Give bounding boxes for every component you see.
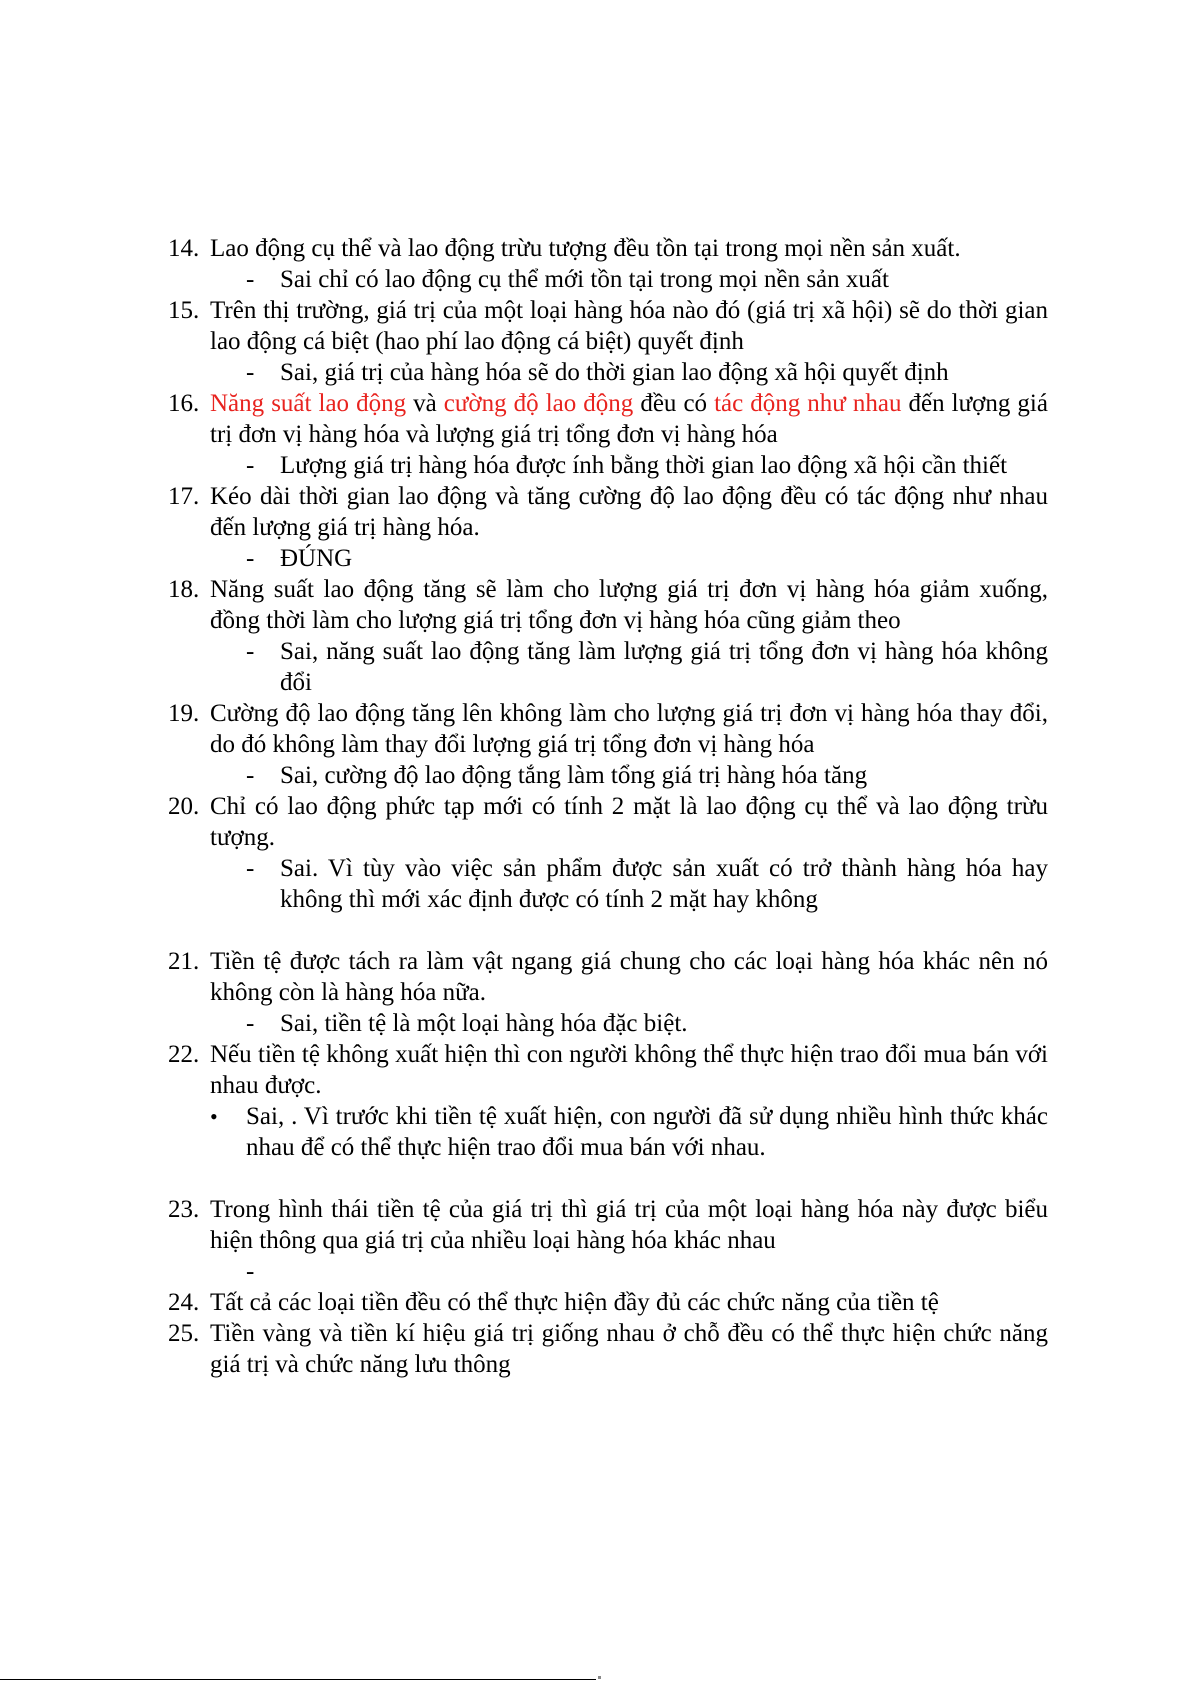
question-number: 21.	[168, 948, 200, 975]
dash-mark: -	[246, 545, 255, 572]
answer-text: Lượng giá trị hàng hóa được ính bằng thời gian lao động xã hội cần thiết	[280, 452, 1008, 479]
answer-17	[168, 543, 1048, 574]
question-21	[168, 946, 1048, 1008]
blank-line	[168, 1163, 1048, 1194]
dash-mark: -	[246, 1010, 255, 1037]
answer-15	[168, 357, 1048, 388]
answer-text: Sai, năng suất lao động tăng làm lượng giá trị tổng đơn vị hàng hóa không đổi	[280, 638, 1048, 696]
answer-21	[168, 1008, 1048, 1039]
answer-16	[168, 450, 1048, 481]
dash-mark: -	[246, 855, 255, 882]
question-number: 23.	[168, 1196, 200, 1223]
answer-text: Sai, cường độ lao động tắng làm tổng giá trị hàng hóa tăng	[280, 762, 868, 789]
answer-text: Sai, giá trị của hàng hóa sẽ do thời gian lao động xã hội quyết định	[280, 359, 949, 386]
answer-text: ĐÚNG	[280, 545, 353, 572]
question-text: Chỉ có lao động phức tạp mới có tính 2 mặt là lao động cụ thể và lao động trừu tượng.	[210, 793, 1048, 851]
question-15	[168, 295, 1048, 357]
dash-mark: -	[246, 762, 255, 789]
bullet-mark: •	[210, 1104, 218, 1129]
question-text-part: và	[406, 390, 444, 417]
footer-mark	[598, 1676, 601, 1679]
highlight-same-effect: tác động như nhau	[714, 390, 902, 417]
dash-mark: -	[246, 638, 255, 665]
question-text: Trong hình thái tiền tệ của giá trị thì giá trị của một loại hàng hóa này được biểu hiện thông qua giá trị của nhiều loại hàng hóa khác nhau	[210, 1196, 1048, 1254]
question-number: 19.	[168, 700, 200, 727]
question-text: Kéo dài thời gian lao động và tăng cường độ lao động đều có tác động như nhau đến lượng giá trị hàng hóa.	[210, 483, 1048, 541]
question-text: Nếu tiền tệ không xuất hiện thì con người không thể thực hiện trao đổi mua bán với nhau được.	[210, 1041, 1048, 1099]
question-text: Lao động cụ thể và lao động trừu tượng đều tồn tại trong mọi nền sản xuất.	[210, 235, 961, 262]
answer-text	[280, 1258, 286, 1285]
dash-mark: -	[246, 452, 255, 479]
question-number: 14.	[168, 235, 200, 262]
question-text: Trên thị trường, giá trị của một loại hàng hóa nào đó (giá trị xã hội) sẽ do thời gian lao động cá biệt (hao phí lao động cá biệt) quyết định	[210, 297, 1048, 355]
question-number: 16.	[168, 390, 200, 417]
question-22	[168, 1039, 1048, 1101]
answer-14	[168, 264, 1048, 295]
question-list	[168, 233, 1048, 1380]
answer-text: Sai, . Vì trước khi tiền tệ xuất hiện, con người đã sử dụng nhiều hình thức khác nhau để có thể thực hiện trao đổi mua bán với nhau.	[246, 1103, 1048, 1161]
highlight-intensity: cường độ lao động	[443, 390, 634, 417]
answer-text: Sai, tiền tệ là một loại hàng hóa đặc biệt.	[280, 1010, 688, 1037]
question-16	[168, 388, 1048, 450]
question-18	[168, 574, 1048, 636]
question-text: Cường độ lao động tăng lên không làm cho lượng giá trị đơn vị hàng hóa thay đổi, do đó không làm thay đổi lượng giá trị tổng đơn vị hàng hóa	[210, 700, 1048, 758]
question-14	[168, 233, 1048, 264]
dash-mark: -	[246, 359, 255, 386]
question-23	[168, 1194, 1048, 1256]
question-17	[168, 481, 1048, 543]
highlight-productivity: Năng suất lao động	[210, 390, 407, 417]
answer-22	[168, 1101, 1048, 1163]
dash-mark: -	[246, 1258, 255, 1285]
question-number: 22.	[168, 1041, 200, 1068]
question-19	[168, 698, 1048, 760]
question-number: 25.	[168, 1320, 200, 1347]
dash-mark: -	[246, 266, 255, 293]
question-text-part: đều có	[633, 390, 715, 417]
answer-23	[168, 1256, 1048, 1287]
question-text: Tiền vàng và tiền kí hiệu giá trị giống nhau ở chỗ đều có thể thực hiện chức năng giá trị và chức năng lưu thông	[210, 1320, 1048, 1378]
question-text: Tiền tệ được tách ra làm vật ngang giá chung cho các loại hàng hóa khác nên nó không còn là hàng hóa nữa.	[210, 948, 1048, 1006]
footer-divider	[0, 1679, 596, 1680]
question-text: Tất cả các loại tiền đều có thể thực hiện đầy đủ các chức năng của tiền tệ	[210, 1289, 939, 1316]
question-number: 20.	[168, 793, 200, 820]
question-number: 15.	[168, 297, 200, 324]
answer-text: Sai. Vì tùy vào việc sản phẩm được sản xuất có trở thành hàng hóa hay không thì mới xác định được có tính 2 mặt hay không	[280, 855, 1048, 913]
answer-18	[168, 636, 1048, 698]
question-number: 24.	[168, 1289, 200, 1316]
question-text-part: đến lượng giá trị đơn vị hàng hóa và lượng giá trị tổng đơn vị hàng hóa	[210, 390, 1048, 448]
question-25	[168, 1318, 1048, 1380]
answer-20	[168, 853, 1048, 915]
answer-text: Sai chỉ có lao động cụ thể mới tồn tại trong mọi nền sản xuất	[280, 266, 889, 293]
question-20	[168, 791, 1048, 853]
blank-line	[168, 915, 1048, 946]
question-24	[168, 1287, 1048, 1318]
question-text: Năng suất lao động tăng sẽ làm cho lượng giá trị đơn vị hàng hóa giảm xuống, đồng thời làm cho lượng giá trị tổng đơn vị hàng hóa cũng giảm theo	[210, 576, 1048, 634]
answer-19	[168, 760, 1048, 791]
question-number: 18.	[168, 576, 200, 603]
question-number: 17.	[168, 483, 200, 510]
